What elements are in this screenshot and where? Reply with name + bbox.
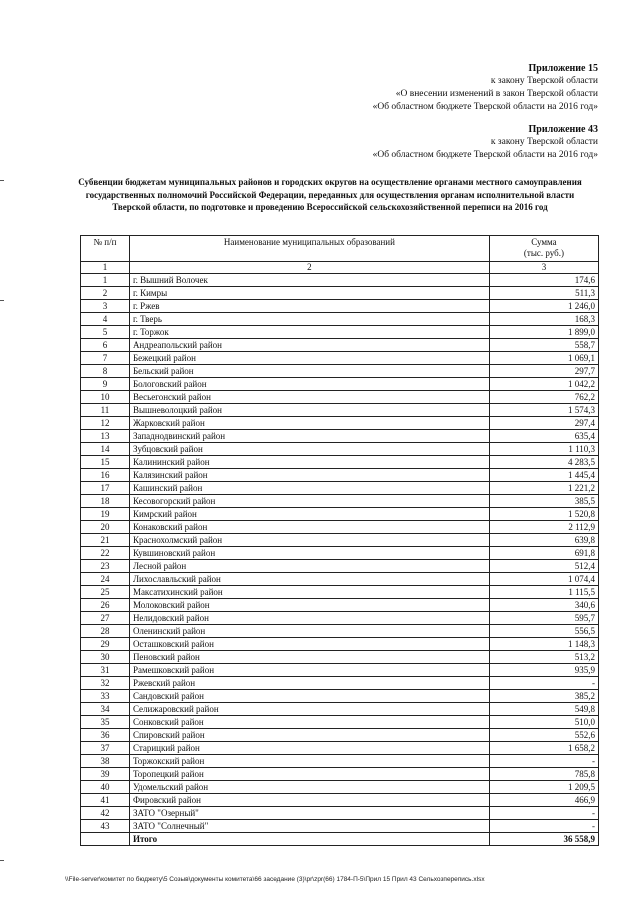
row-municipality: г. Торжок [129, 326, 489, 339]
table-row [81, 677, 599, 690]
row-amount: 511,3 [489, 287, 598, 300]
appendix-43-line2: «Об областном бюджете Тверской области на 2016 год» [372, 150, 598, 160]
row-number: 10 [81, 391, 130, 404]
row-municipality: Торжокский район [129, 755, 489, 768]
table-row [81, 560, 599, 573]
row-amount: 558,7 [489, 339, 598, 352]
table-row [81, 339, 599, 352]
table-row [81, 365, 599, 378]
row-amount: 168,3 [489, 313, 598, 326]
row-amount: 1 069,1 [489, 352, 598, 365]
header-num: № п/п [81, 236, 130, 262]
row-amount: 1 209,5 [489, 781, 598, 794]
colnum-2: 2 [129, 262, 489, 274]
row-amount: - [489, 820, 598, 833]
row-amount: 762,2 [489, 391, 598, 404]
scan-margin-mark [0, 180, 4, 181]
table-row [81, 599, 599, 612]
colnum-1: 1 [81, 262, 130, 274]
row-number: 35 [81, 716, 130, 729]
row-municipality: Спировский район [129, 729, 489, 742]
row-number: 8 [81, 365, 130, 378]
row-number: 36 [81, 729, 130, 742]
row-municipality: Краснохолмский район [129, 534, 489, 547]
row-number: 28 [81, 625, 130, 638]
table-row [81, 521, 599, 534]
row-number: 27 [81, 612, 130, 625]
table-row [81, 274, 599, 287]
row-number: 5 [81, 326, 130, 339]
row-municipality: Ржевский район [129, 677, 489, 690]
table-row [81, 482, 599, 495]
row-number: 23 [81, 560, 130, 573]
row-amount: 4 283,5 [489, 456, 598, 469]
document-title: Субвенции бюджетам муниципальных районов и городских округов на осуществление органами местного самоуправления государственных полномочий Российской Федерации, переданных для осуществления органам исполнительной власти Тверской области, по подготовке и проведению Всероссийской сельскохозяйственной переписи на 2016 год [78, 177, 582, 212]
row-number: 19 [81, 508, 130, 521]
table-row [81, 820, 599, 833]
appendix-15-header [373, 62, 598, 114]
row-amount: 552,6 [489, 729, 598, 742]
appendix-15-line3: «Об областном бюджете Тверской области на 2016 год» [372, 102, 598, 112]
row-municipality: Конаковский район [129, 521, 489, 534]
row-amount: 635,4 [489, 430, 598, 443]
table-row [81, 651, 599, 664]
row-number: 20 [81, 521, 130, 534]
row-amount: 512,4 [489, 560, 598, 573]
row-municipality: Жарковский район [129, 417, 489, 430]
row-municipality: Кувшиновский район [129, 547, 489, 560]
appendix-15-line1: к закону Тверской области [490, 76, 598, 86]
row-amount: 2 112,9 [489, 521, 598, 534]
row-amount: - [489, 677, 598, 690]
row-municipality: Максатихинский район [129, 586, 489, 599]
row-municipality: Молоковский район [129, 599, 489, 612]
subventions-table [80, 235, 599, 846]
row-number: 30 [81, 651, 130, 664]
row-number: 25 [81, 586, 130, 599]
table-row [81, 664, 599, 677]
row-amount: 1 246,0 [489, 300, 598, 313]
table-row [81, 469, 599, 482]
row-municipality: Весьегонский район [129, 391, 489, 404]
table-row [81, 716, 599, 729]
header-sum-line1: Сумма [531, 237, 557, 247]
row-municipality: ЗАТО "Солнечный" [129, 820, 489, 833]
row-municipality: Рамешковский район [129, 664, 489, 677]
row-municipality: Калязинский район [129, 469, 489, 482]
table-row [81, 586, 599, 599]
row-number: 1 [81, 274, 130, 287]
table-header-row [81, 236, 599, 262]
row-number: 39 [81, 768, 130, 781]
row-number: 32 [81, 677, 130, 690]
row-amount: 513,2 [489, 651, 598, 664]
row-amount: 466,9 [489, 794, 598, 807]
table-row [81, 378, 599, 391]
row-municipality: Фировский район [129, 794, 489, 807]
row-amount: 1 658,2 [489, 742, 598, 755]
file-path-footer: \\File-server\комитет по бюджету\5 Созыв\документы комитета\66 заседание (3)\pr\zpr(66) 1784-П-5\Прил 15 Прил 43 Сельхозперепись.xlsx [65, 876, 485, 883]
row-amount: 691,8 [489, 547, 598, 560]
table-row [81, 430, 599, 443]
row-municipality: Бельский район [129, 365, 489, 378]
row-municipality: Кесовогорский район [129, 495, 489, 508]
row-amount: - [489, 755, 598, 768]
appendix-43-line1: к закону Тверской области [490, 137, 598, 147]
table-row [81, 508, 599, 521]
row-municipality: Сандовский район [129, 690, 489, 703]
row-amount: 1 074,4 [489, 573, 598, 586]
table-row [81, 625, 599, 638]
table-row [81, 794, 599, 807]
appendix-43-header [373, 123, 598, 162]
row-amount: 1 110,3 [489, 443, 598, 456]
row-number: 33 [81, 690, 130, 703]
table-row [81, 690, 599, 703]
row-amount: 297,7 [489, 365, 598, 378]
table-row [81, 300, 599, 313]
table-row [81, 495, 599, 508]
table-row [81, 755, 599, 768]
row-number: 34 [81, 703, 130, 716]
appendix-15-line2: «О внесении изменений в закон Тверской области [395, 89, 598, 99]
row-number: 22 [81, 547, 130, 560]
row-municipality: Кашинский район [129, 482, 489, 495]
row-number: 6 [81, 339, 130, 352]
row-municipality: Вышневолоцкий район [129, 404, 489, 417]
total-label: Итого [129, 833, 489, 846]
row-municipality: Оленинский район [129, 625, 489, 638]
table-row [81, 404, 599, 417]
row-municipality: Зубцовский район [129, 443, 489, 456]
table-row [81, 352, 599, 365]
row-municipality: Западнодвинский район [129, 430, 489, 443]
row-number: 18 [81, 495, 130, 508]
scan-margin-mark [0, 860, 4, 861]
row-municipality: Бежецкий район [129, 352, 489, 365]
row-amount: 1 899,0 [489, 326, 598, 339]
row-number: 16 [81, 469, 130, 482]
row-amount: 1 520,8 [489, 508, 598, 521]
table-row [81, 547, 599, 560]
table-row [81, 612, 599, 625]
row-amount: 174,6 [489, 274, 598, 287]
row-municipality: Удомельский район [129, 781, 489, 794]
table-row [81, 573, 599, 586]
row-municipality: Калининский район [129, 456, 489, 469]
row-amount: 556,5 [489, 625, 598, 638]
column-number-row [81, 262, 599, 274]
table-row [81, 443, 599, 456]
row-number: 9 [81, 378, 130, 391]
row-amount: 639,8 [489, 534, 598, 547]
row-amount: 1 221,2 [489, 482, 598, 495]
total-num-cell [81, 833, 130, 846]
row-amount: 549,8 [489, 703, 598, 716]
row-number: 12 [81, 417, 130, 430]
row-municipality: Бологовский район [129, 378, 489, 391]
row-number: 40 [81, 781, 130, 794]
row-number: 17 [81, 482, 130, 495]
row-number: 4 [81, 313, 130, 326]
row-amount: 297,4 [489, 417, 598, 430]
header-sum-line2: (тыс. руб.) [523, 248, 564, 258]
appendix-15-title: Приложение 15 [528, 63, 598, 74]
table-row [81, 534, 599, 547]
row-municipality: Селижаровский район [129, 703, 489, 716]
row-municipality: Лихославльский район [129, 573, 489, 586]
table-row [81, 417, 599, 430]
row-municipality: Сонковский район [129, 716, 489, 729]
row-amount: 340,6 [489, 599, 598, 612]
row-municipality: г. Кимры [129, 287, 489, 300]
total-value: 36 558,9 [489, 833, 598, 846]
row-amount: 1 148,3 [489, 638, 598, 651]
table-row [81, 742, 599, 755]
row-municipality: Кимрский район [129, 508, 489, 521]
row-number: 37 [81, 742, 130, 755]
colnum-3: 3 [489, 262, 598, 274]
row-amount: 785,8 [489, 768, 598, 781]
table-row [81, 781, 599, 794]
row-number: 24 [81, 573, 130, 586]
row-number: 3 [81, 300, 130, 313]
row-municipality: Старицкий район [129, 742, 489, 755]
row-municipality: Осташковский район [129, 638, 489, 651]
row-amount: 1 115,5 [489, 586, 598, 599]
appendix-43-title: Приложение 43 [528, 124, 598, 135]
table-row [81, 456, 599, 469]
row-number: 26 [81, 599, 130, 612]
row-number: 29 [81, 638, 130, 651]
row-number: 21 [81, 534, 130, 547]
total-row [81, 833, 599, 846]
row-municipality: Пеновский район [129, 651, 489, 664]
table-row [81, 703, 599, 716]
row-number: 42 [81, 807, 130, 820]
table-row [81, 768, 599, 781]
row-municipality: Торопецкий район [129, 768, 489, 781]
row-amount: 510,0 [489, 716, 598, 729]
row-amount: 595,7 [489, 612, 598, 625]
row-amount: 385,2 [489, 690, 598, 703]
row-amount: 1 574,3 [489, 404, 598, 417]
row-municipality: г. Вышний Волочек [129, 274, 489, 287]
table-row [81, 313, 599, 326]
row-amount: 1 042,2 [489, 378, 598, 391]
row-municipality: ЗАТО "Озерный" [129, 807, 489, 820]
table-row [81, 638, 599, 651]
table-body [81, 274, 599, 833]
row-municipality: г. Ржев [129, 300, 489, 313]
table-row [81, 287, 599, 300]
row-amount: 385,5 [489, 495, 598, 508]
row-amount: 935,9 [489, 664, 598, 677]
header-name: Наименование муниципальных образований [129, 236, 489, 262]
row-number: 11 [81, 404, 130, 417]
row-municipality: Лесной район [129, 560, 489, 573]
row-number: 41 [81, 794, 130, 807]
row-number: 15 [81, 456, 130, 469]
header-sum [489, 236, 598, 262]
table-row [81, 391, 599, 404]
row-number: 2 [81, 287, 130, 300]
row-municipality: г. Тверь [129, 313, 489, 326]
row-municipality: Нелидовский район [129, 612, 489, 625]
row-amount: 1 445,4 [489, 469, 598, 482]
table-row [81, 807, 599, 820]
row-number: 7 [81, 352, 130, 365]
table-row [81, 326, 599, 339]
scan-margin-mark [0, 300, 4, 301]
row-number: 31 [81, 664, 130, 677]
table-row [81, 729, 599, 742]
row-number: 13 [81, 430, 130, 443]
row-number: 14 [81, 443, 130, 456]
row-number: 43 [81, 820, 130, 833]
row-amount: - [489, 807, 598, 820]
row-number: 38 [81, 755, 130, 768]
row-municipality: Андреапольский район [129, 339, 489, 352]
